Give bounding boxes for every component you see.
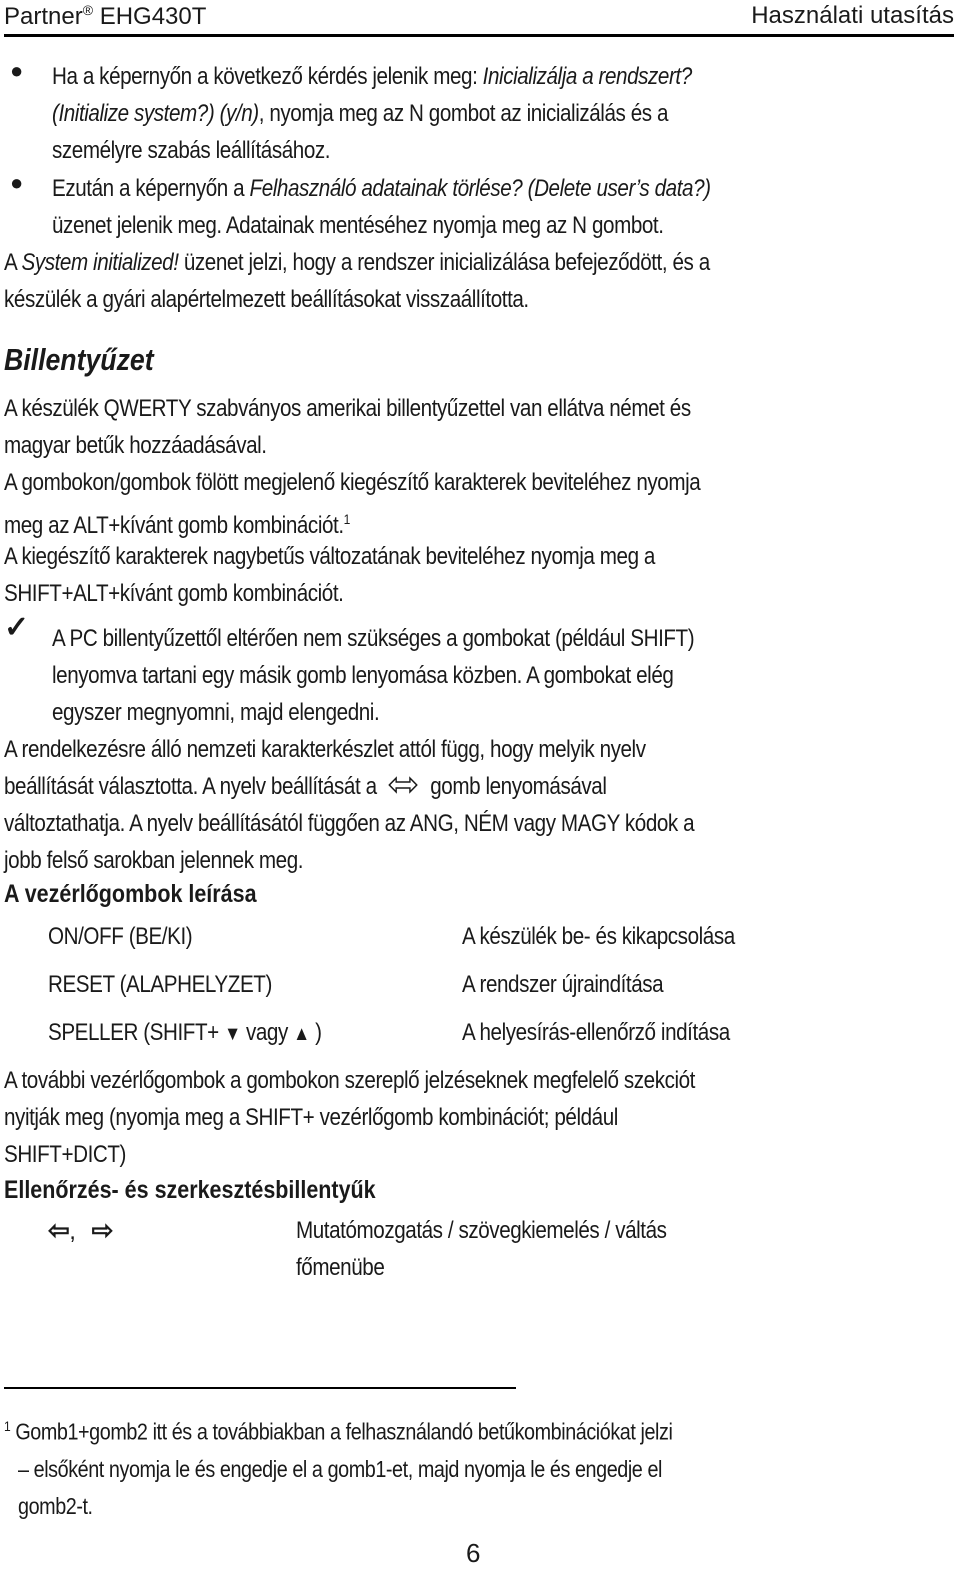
intro-bullet-2: Ezután a képernyőn a Felhasználó adatainak törlése? (Delete user’s data?) üzenet jelenik meg. Adatainak mentéséhez nyomja meg az N gombot. bbox=[52, 175, 711, 239]
keyboard-paragraph-3: A kiegészítő karakterek nagybetűs változatának beviteléhez nyomja meg a SHIFT+ALT+kívánt gomb kombinációt. bbox=[4, 543, 655, 607]
checkmark-icon: ✓ bbox=[4, 611, 30, 644]
intro-paragraph: A System initialized! üzenet jelzi, hogy a rendszer inicializálása befejeződött, és a készülék a gyári alapértelmezett beállításokat visszaállította. bbox=[4, 249, 710, 313]
control-key-speller: SPELLER (SHIFT+ ▼ vagy ▲ ) bbox=[48, 1019, 322, 1046]
language-switch-icon bbox=[389, 768, 418, 805]
right-arrow-icon: ⇨ bbox=[91, 1215, 113, 1245]
up-triangle-icon: ▲ bbox=[293, 1023, 310, 1045]
edit-keys-desc: Mutatómozgatás / szövegkiemelés / váltás főmenübe bbox=[296, 1217, 667, 1281]
bullet-dot-icon: ● bbox=[10, 170, 24, 195]
keyboard-note: A PC billentyűzettől eltérően nem szükséges a gombokat (például SHIFT) lenyomva tartani egy másik gomb lenyomása közben. A gombokat elég egyszer megnyomni, majd elengedni. bbox=[52, 625, 695, 726]
footnote-ref: 1 bbox=[343, 511, 350, 527]
control-key-onoff-desc: A készülék be- és kikapcsolása bbox=[462, 923, 735, 950]
edit-keys-arrows: ⇦, ⇨ bbox=[48, 1215, 113, 1245]
control-key-speller-desc: A helyesírás-ellenőrző indítása bbox=[462, 1019, 730, 1046]
footnote-divider bbox=[4, 1387, 516, 1389]
keyboard-heading: Billentyűzet bbox=[4, 342, 154, 377]
keyboard-paragraph-2: A gombokon/gombok fölött megjelenő kiegészítő karakterek beviteléhez nyomja meg az ALT+kívánt gomb kombinációt.$^1$ bbox=[4, 469, 701, 539]
bullet-dot-icon: ● bbox=[10, 58, 24, 83]
control-key-reset: RESET (ALAPHELYZET) bbox=[48, 971, 272, 998]
footnote: $^1$ Gomb1+gomb2 itt és a továbbiakban a felhasználandó betűkombinációkat jelzi – elsőként nyomja le és engedje el a gomb1-et, majd nyomja le és engedje el gomb2-t. bbox=[4, 1418, 673, 1519]
control-keys-paragraph: A további vezérlőgombok a gombokon szereplő jelzéseknek megfelelő szekciót nyitják meg (nyomja meg a SHIFT+ vezérlőgomb kombinációt; például SHIFT+DICT) bbox=[4, 1067, 695, 1168]
header-product: Partner® EHG430T bbox=[4, 2, 207, 30]
edit-keys-heading: Ellenőrzés- és szerkesztésbillentyűk bbox=[4, 1176, 376, 1204]
left-arrow-icon: ⇦ bbox=[48, 1215, 70, 1245]
control-keys-heading: A vezérlőgombok leírása bbox=[4, 880, 257, 908]
keyboard-paragraph-1: A készülék QWERTY szabványos amerikai billentyűzettel van ellátva német és magyar betűk hozzáadásával. bbox=[4, 395, 691, 459]
down-triangle-icon: ▼ bbox=[224, 1023, 241, 1045]
control-key-onoff: ON/OFF (BE/KI) bbox=[48, 923, 193, 950]
page-number: 6 bbox=[466, 1538, 481, 1568]
header-doc-title: Használati utasítás bbox=[751, 2, 954, 29]
page-header bbox=[4, 0, 954, 37]
control-key-reset-desc: A rendszer újraindítása bbox=[462, 971, 664, 998]
keyboard-paragraph-4: A rendelkezésre álló nemzeti karakterkészlet attól függ, hogy melyik nyelv beállítását választotta. A nyelv beállítását a gomb lenyomásával változtathatja. A nyelv beállításától függően az ANG, NÉM vagy MAGY kódok a jobb felső sarokban jelennek meg. bbox=[4, 736, 695, 874]
intro-bullet-1: Ha a képernyőn a következő kérdés jelenik meg: Inicializálja a rendszert? (Initialize system?) (y/n), nyomja meg az N gombot az inicializálás és a személyre szabás leállításához. bbox=[52, 63, 692, 164]
